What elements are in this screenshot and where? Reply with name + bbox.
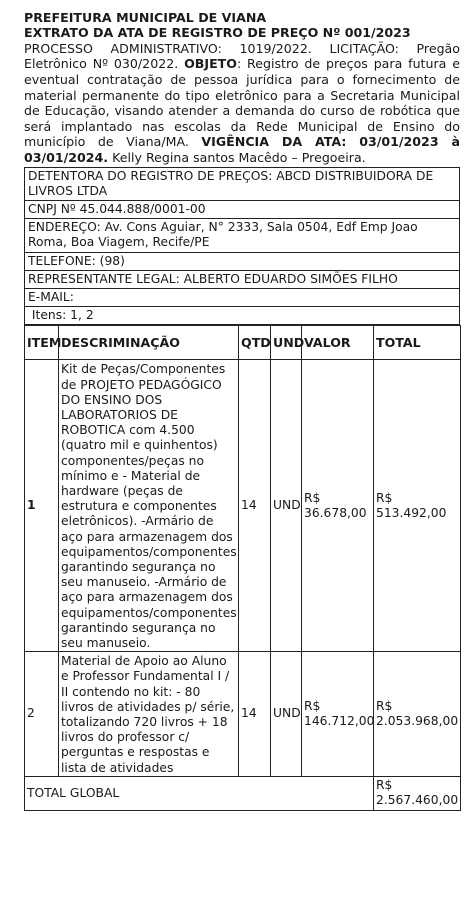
row-qtd: 14 (239, 360, 271, 652)
itens-cell: Itens: 1, 2 (25, 307, 460, 325)
col-header-qtd: QTD (239, 326, 271, 360)
signatario-text: Kelly Regina santos Macêdo – Pregoeira. (112, 149, 366, 165)
items-table (24, 325, 461, 810)
processo-text: PROCESSO ADMINISTRATIVO: 1019/2022. LICITAÇÃO: Pregão Eletrônico Nº 030/2022. (24, 40, 460, 72)
row-und: UND (271, 360, 302, 652)
row-description: Kit de Peças/Componentes de PROJETO PEDAGÓGICO DO ENSINO DOS LABORATORIOS DE ROBOTICA com 4.500 (quatro mil e quinhentos) componentes/peças no mínimo e - Material de hardware (peças de estrutura e componentes eletrônicos). -Armário de aço para armazenagem dos equipamentos/componentes garantindo segurança no seu manuseio. -Armário de aço para armazenagem dos equipamentos/componentes garantindo segurança no seu manuseio. (59, 360, 239, 652)
row-description: Material de Apoio ao Aluno e Professor Fundamental I / II contendo no kit: - 80 livros de atividades p/ série, totalizando 720 livros + 18 livros do professor c/ perguntas e respostas e lista de atividades (59, 652, 239, 777)
representante-cell: REPRESENTANTE LEGAL: ALBERTO EDUARDO SIMÕES FILHO (25, 270, 460, 288)
row-und: UND (271, 652, 302, 777)
header-title: PREFEITURA MUNICIPAL DE VIANA (24, 10, 267, 25)
total-global-label: TOTAL GLOBAL (25, 776, 374, 810)
info-table (24, 167, 460, 326)
objeto-text: : Registro de preços para futura e eventual contratação de pessoa jurídica para o fornecimento de material permanente do tipo eletrônico para a Secretaria Municipal de Educação, visando atender a demanda do curso de robótica que será implantado nas escolas da Rede Municipal de Ensino do município de Viana/MA. (24, 56, 460, 150)
objeto-label: OBJETO (184, 56, 237, 72)
table-row (25, 652, 461, 777)
document-header (24, 10, 460, 41)
col-header-descricao: DESCRIMINAÇÃO (59, 326, 239, 360)
row-total: R$ 2.053.968,00 (374, 652, 461, 777)
col-header-valor: VALOR (302, 326, 374, 360)
header-subtitle: EXTRATO DA ATA DE REGISTRO DE PREÇO Nº 001/2023 (24, 25, 411, 41)
telefone-cell: TELEFONE: (98) (25, 252, 460, 270)
email-cell: E-MAIL: (25, 288, 460, 306)
endereco-cell: ENDEREÇO: Av. Cons Aguiar, N° 2333, Sala 0504, Edf Emp Joao Roma, Boa Viagem, Recife/PE (25, 219, 460, 252)
total-global-value: R$ 2.567.460,00 (374, 776, 461, 810)
vigencia-text: VIGÊNCIA DA ATA: 03/01/2023 à 03/01/2024. (24, 134, 460, 165)
total-row (25, 776, 461, 810)
row-valor: R$ 36.678,00 (302, 360, 374, 652)
row-total: R$ 513.492,00 (374, 360, 461, 652)
row-item-number: 1 (25, 360, 59, 652)
row-item-number: 2 (25, 652, 59, 777)
row-valor: R$ 146.712,00 (302, 652, 374, 777)
detentora-cell: DETENTORA DO REGISTRO DE PREÇOS: ABCD DISTRIBUIDORA DE LIVROS LTDA (25, 167, 460, 200)
intro-paragraph (24, 41, 460, 166)
col-header-und: UND (271, 326, 302, 360)
items-header-row (25, 326, 461, 360)
table-row (25, 360, 461, 652)
col-header-item: ITEM (25, 326, 59, 360)
row-qtd: 14 (239, 652, 271, 777)
cnpj-cell: CNPJ Nº 45.044.888/0001-00 (25, 200, 460, 218)
col-header-total: TOTAL (374, 326, 461, 360)
